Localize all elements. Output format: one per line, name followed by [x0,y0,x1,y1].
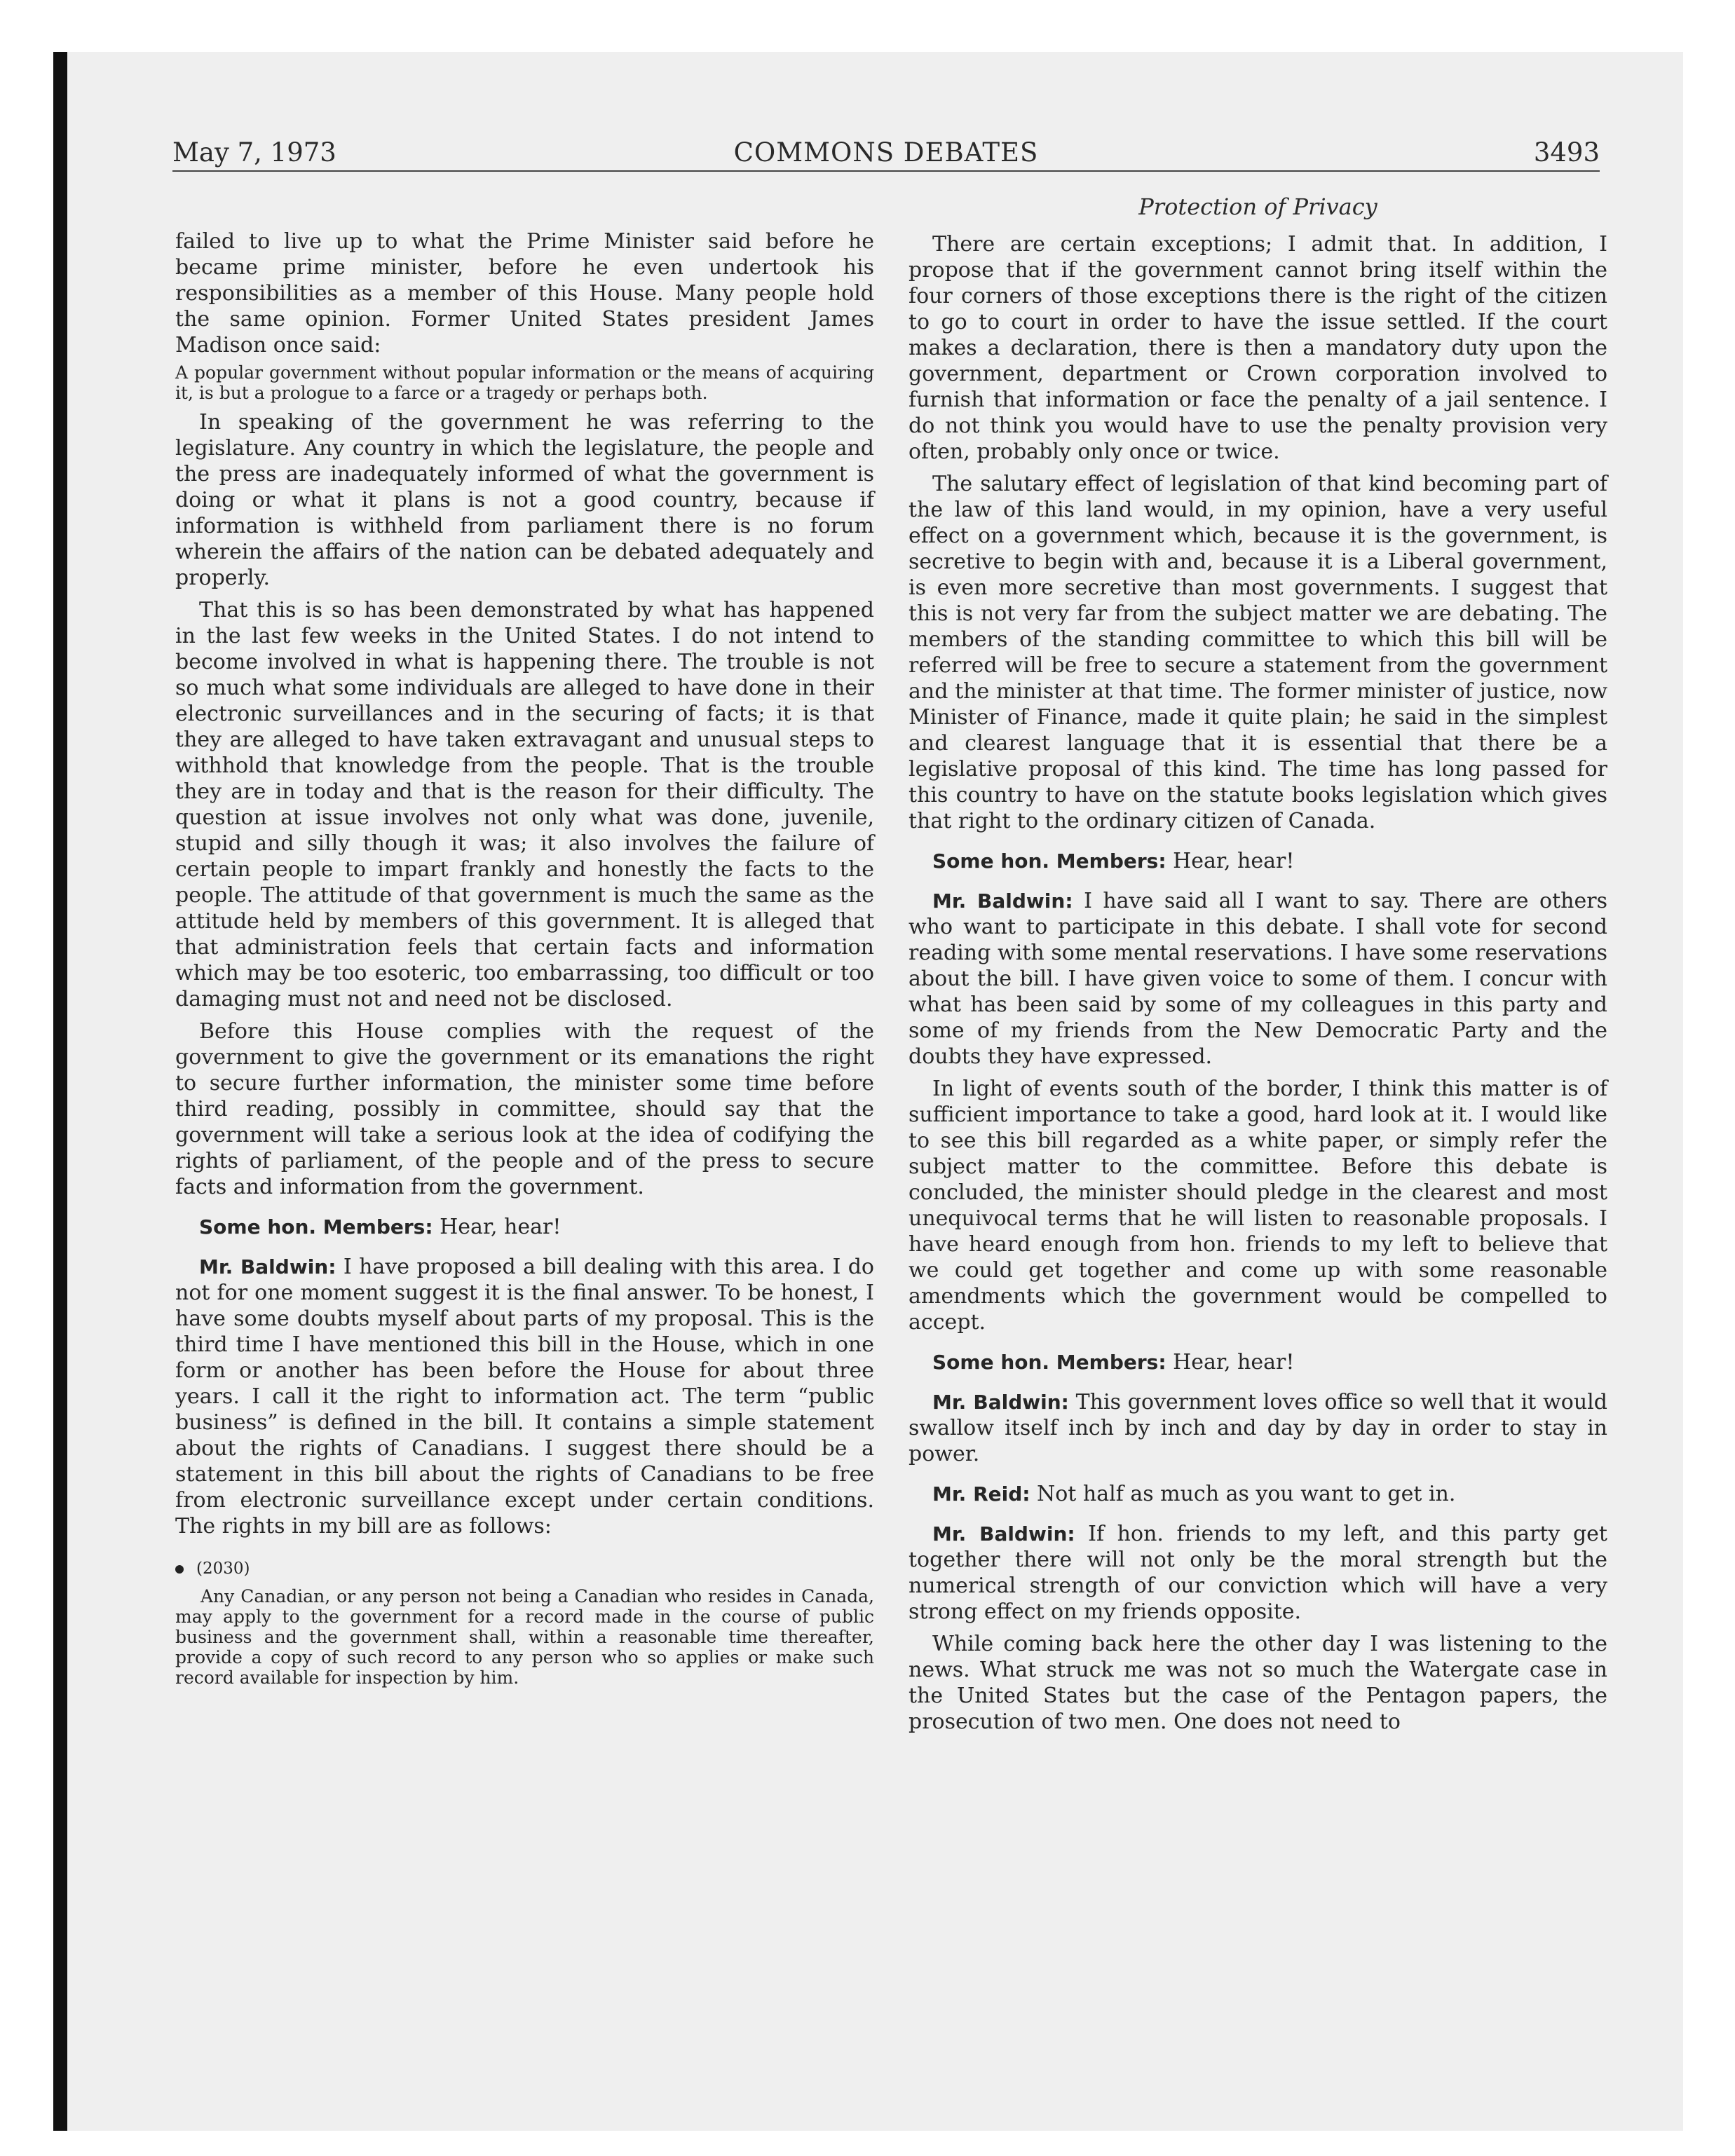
speech [909,1349,1607,1375]
speech [909,1389,1607,1467]
running-head: Protection of Privacy [1138,193,1377,220]
speech [175,1254,874,1539]
speaker-name: Some hon. Members: [932,850,1166,873]
right-column [909,231,1607,1735]
speaker-name: Mr. Baldwin: [932,1522,1075,1546]
speech-text: Not half as much as you want to get in. [1037,1482,1456,1506]
header-rule [172,170,1600,172]
speaker-name: Some hon. Members: [932,1351,1166,1374]
left-column [175,228,874,1688]
speech [175,1214,874,1240]
speech [909,1521,1607,1625]
speech-text: Hear, hear! [440,1215,562,1239]
speaker-name: Mr. Baldwin: [932,1391,1069,1414]
time-marker [175,1556,874,1582]
paragraph: failed to live up to what the Prime Minister said before he became prime minister, before he even undertook his responsibilities as a member of this House. Many people hold the same opinion. Former United States president James Madison once said: [175,229,874,357]
time-marker-text: (2030) [196,1560,250,1578]
paragraph: While coming back here the other day I was listening to the news. What struck me was not so much the Watergate case in the United States but the case of the Pentagon papers, the prosecution of two men. One does not need to [909,1632,1607,1734]
speech [909,848,1607,874]
speaker-name: Mr. Reid: [932,1482,1030,1506]
speaker-name: Some hon. Members: [199,1215,433,1239]
paragraph: Before this House complies with the request of the government to give the government or its emanations the right to secure further information, the minister some time before third reading, possibly in committee, should say that the government will take a serious look at the idea of codifying the rights of parliament, of the people and of the press to secure facts and information from the government. [175,1019,874,1199]
speech-text: If hon. friends to my left, and this party get together there will not only be the moral strength but the numerical strength of our conviction which will have a very strong effect on my friends opposite. [909,1522,1607,1624]
speech-text: Hear, hear! [1173,849,1295,873]
page-header [172,137,1600,174]
paragraph: The salutary effect of legislation of that kind becoming part of the law of this land would, in my opinion, have a very useful effect on a government which, because it is the government, is secretive to begin with and, because it is a Liberal government, is even more secretive than most governments. I suggest that this is not very far from the subject matter we are debating. The members of the standing committee to which this bill will be referred will be free to secure a statement from the government and the minister at that time. The former minister of justice, now Minister of Finance, made it quite plain; he said in the simplest and clearest language that it is essential that there be a legislative proposal of this kind. The time has long passed for this country to have on the statute books legislation which gives that right to the ordinary citizen of Canada. [909,472,1607,833]
speaker-name: Mr. Baldwin: [199,1255,336,1278]
speech [909,1481,1607,1507]
speaker-name: Mr. Baldwin: [932,889,1073,913]
paragraph: There are certain exceptions; I admit that. In addition, I propose that if the government cannot bring itself within the four corners of those exceptions there is the right of the citizen to go to court in order to have the issue settled. If the court makes a declaration, there is then a mandatory duty upon the government, department or Crown corporation involved to furnish that information or face the penalty of a jail sentence. I do not think you would have to use the penalty provision very often, probably only once or twice. [909,232,1607,464]
scan-edge-shadow [53,52,67,2131]
speech-text: This government loves office so well that it would swallow itself inch by inch and day by day in order to stay in power. [909,1390,1607,1466]
speech-text: Hear, hear! [1173,1350,1295,1374]
block-quote: A popular government without popular information or the means of acquiring it, is but a prologue to a farce or a tragedy or perhaps both. [175,362,874,403]
paragraph: That this is so has been demonstrated by what has happened in the last few weeks in the United States. I do not intend to become involved in what is happening there. The trouble is not so much what some individuals are alleged to have done in their electronic surveillances and in the securing of facts; it is that they are alleged to have taken extravagant and unusual steps to withhold that knowledge from the people. That is the trouble they are in today and that is the reason for their difficulty. The question at issue involves not only what was done, juvenile, stupid and silly though it was; it also involves the failure of certain people to impart frankly and honestly the facts to the people. The attitude of that government is much the same as the attitude held by members of this government. It is alleged that that administration feels that certain facts and information which may be too esoteric, too embarrassing, too difficult or too damaging must not and need not be disclosed. [175,598,874,1011]
bullet-icon [175,1565,184,1574]
speech-text: I have said all I want to say. There are others who want to participate in this debate. I shall vote for second reading with some mental reservations. I have some reservations about the bill. I have given voice to some of them. I concur with what has been said by some of my colleagues in this party and some of my friends from the New Democratic Party and the doubts they have expressed. [909,889,1607,1069]
header-page-number: 3493 [1533,137,1600,168]
paragraph: In speaking of the government he was referring to the legislature. Any country in which the legislature, the people and the press are inadequately informed of what the government is doing or what it plans is not a good country, because if information is withheld from parliament there is no forum wherein the affairs of the nation can be debated adequately and properly. [175,410,874,590]
paragraph: In light of events south of the border, I think this matter is of sufficient importance to take a good, hard look at it. I would like to see this bill regarded as a white paper, or simply refer the subject matter to the committee. Before this debate is concluded, the minister should pledge in the clearest and most unequivocal terms that he will listen to reasonable proposals. I have heard enough from hon. friends to my left to believe that we could get together and come up with some reasonable amendments which the government would be compelled to accept. [909,1077,1607,1335]
header-title: COMMONS DEBATES [733,137,1039,168]
header-date: May 7, 1973 [172,137,336,168]
speech-text: I have proposed a bill dealing with this area. I do not for one moment suggest it is the final answer. To be honest, I have some doubts myself about parts of my proposal. This is the third time I have mentioned this bill in the House, which in one form or another has been before the House for about three years. I call it the right to information act. The term “public business” is defined in the bill. It contains a simple statement about the rights of Canadians. I suggest there should be a statement in this bill about the rights of Canadians to be free from electronic surveillance except under certain conditions. The rights in my bill are as follows: [175,1255,874,1538]
speech [909,888,1607,1070]
block-quote: Any Canadian, or any person not being a Canadian who resides in Canada, may apply to the government for a record made in the course of public business and the government shall, within a reasonable time thereafter, provide a copy of such record to any person who so applies or make such record available for inspection by him. [175,1586,874,1688]
